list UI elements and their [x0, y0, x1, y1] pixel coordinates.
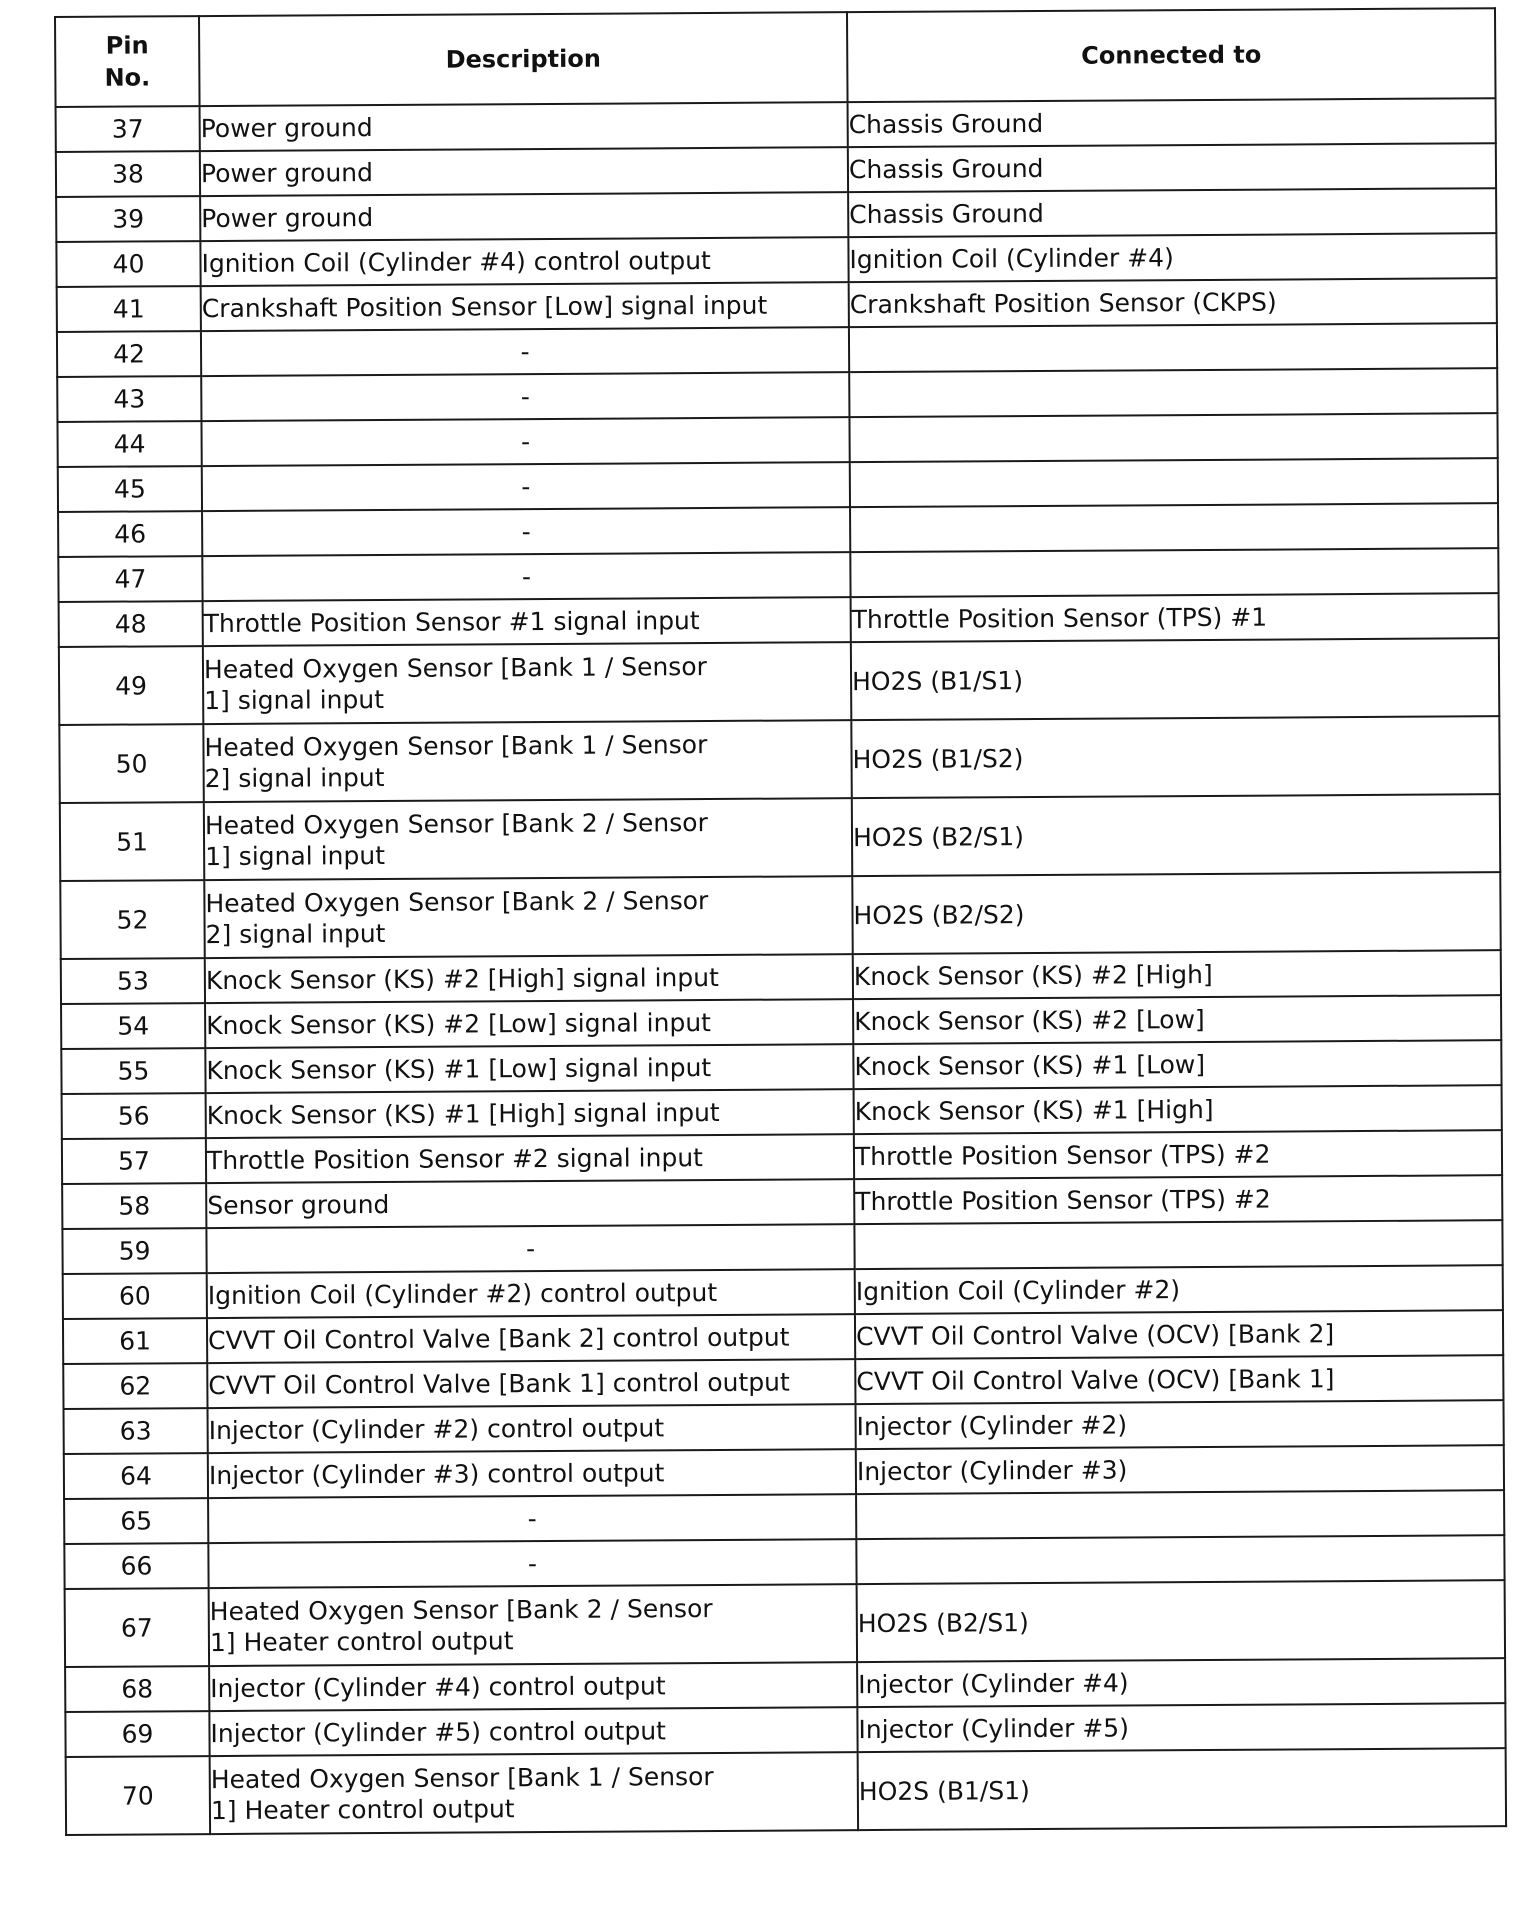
connected-to-cell: [849, 413, 1497, 462]
connected-to-cell: Knock Sensor (KS) #2 [Low]: [853, 995, 1501, 1044]
connected-to-cell: Throttle Position Sensor (TPS) #2: [854, 1130, 1502, 1179]
connected-to-cell: Knock Sensor (KS) #1 [High]: [854, 1085, 1502, 1134]
description-cell: Knock Sensor (KS) #2 [High] signal input: [205, 954, 853, 1003]
connected-to-cell: [850, 458, 1498, 507]
description-cell: -: [201, 417, 849, 466]
description-cell: [203, 720, 851, 802]
connected-to-cell: Throttle Position Sensor (TPS) #2: [854, 1175, 1502, 1224]
pin-number-cell: 68: [65, 1666, 209, 1712]
pin-number-cell: 44: [57, 421, 201, 467]
connected-to-cell: Injector (Cylinder #5): [857, 1703, 1505, 1752]
pin-number-cell: 45: [58, 466, 202, 512]
connected-to-cell: HO2S (B2/S1): [857, 1580, 1505, 1662]
description-cell: -: [201, 372, 849, 421]
pin-number-cell: 57: [62, 1138, 206, 1184]
description-cell: Power ground: [200, 192, 848, 241]
connected-to-cell: Injector (Cylinder #2): [855, 1400, 1503, 1449]
connected-to-header: Connected to: [847, 8, 1496, 102]
connected-to-cell: [850, 548, 1498, 597]
pin-number-cell: 67: [65, 1588, 209, 1667]
description-cell: Ignition Coil (Cylinder #4) control output: [200, 237, 848, 286]
description-cell: Injector (Cylinder #5) control output: [209, 1707, 857, 1756]
description-header: Description: [199, 12, 848, 106]
description-cell: [209, 1584, 857, 1666]
description-text: Heated Oxygen Sensor [Bank 1 / Sensor 1] Heater control output: [210, 1762, 714, 1826]
pin-number-cell: 65: [64, 1498, 208, 1544]
connected-to-cell: Chassis Ground: [848, 143, 1496, 192]
table-row: [59, 716, 1499, 803]
pin-number-cell: 38: [56, 151, 200, 197]
description-cell: Injector (Cylinder #3) control output: [208, 1449, 856, 1498]
pin-number-cell: 50: [59, 724, 203, 803]
connected-to-cell: Chassis Ground: [848, 188, 1496, 237]
pin-number-cell: 56: [62, 1093, 206, 1139]
pin-no-header: [55, 16, 200, 107]
description-cell: -: [202, 552, 850, 601]
connected-to-cell: Knock Sensor (KS) #1 [Low]: [853, 1040, 1501, 1089]
pin-number-cell: 49: [59, 646, 203, 725]
description-cell: -: [202, 507, 850, 556]
connected-to-cell: Throttle Position Sensor (TPS) #1: [851, 593, 1499, 642]
pin-number-cell: 61: [63, 1318, 207, 1364]
connected-to-cell: Ignition Coil (Cylinder #4): [848, 233, 1496, 282]
table-row: [65, 1580, 1505, 1667]
description-cell: Power ground: [200, 102, 848, 151]
description-cell: Crankshaft Position Sensor [Low] signal input: [201, 282, 849, 331]
description-cell: [204, 798, 852, 880]
table-row: [59, 638, 1499, 725]
connected-to-cell: CVVT Oil Control Valve (OCV) [Bank 1]: [855, 1355, 1503, 1404]
description-cell: CVVT Oil Control Valve [Bank 1] control output: [207, 1359, 855, 1408]
description-cell: Power ground: [200, 147, 848, 196]
pin-number-cell: 39: [56, 196, 200, 242]
pin-number-cell: 47: [58, 556, 202, 602]
pin-number-cell: 64: [64, 1453, 208, 1499]
connected-to-cell: Ignition Coil (Cylinder #2): [855, 1265, 1503, 1314]
pin-number-cell: 37: [56, 106, 200, 152]
pin-number-cell: 54: [61, 1003, 205, 1049]
description-cell: Knock Sensor (KS) #1 [Low] signal input: [205, 1044, 853, 1093]
description-cell: -: [208, 1494, 856, 1543]
pin-number-cell: 66: [64, 1543, 208, 1589]
pin-number-cell: 46: [58, 511, 202, 557]
connected-to-cell: [854, 1220, 1502, 1269]
description-text: Heated Oxygen Sensor [Bank 2 / Sensor 1] Heater control output: [209, 1594, 713, 1658]
description-cell: -: [201, 327, 849, 376]
description-text: Heated Oxygen Sensor [Bank 1 / Sensor 1] signal input: [203, 652, 707, 716]
connected-to-cell: HO2S (B1/S1): [858, 1748, 1506, 1830]
description-text: Heated Oxygen Sensor [Bank 1 / Sensor 2] signal input: [204, 730, 708, 794]
pin-number-cell: 69: [65, 1711, 209, 1757]
table-row: [66, 1748, 1506, 1835]
pin-number-cell: 53: [61, 958, 205, 1004]
connected-to-cell: [849, 368, 1497, 417]
connected-to-cell: HO2S (B2/S1): [852, 794, 1500, 876]
table-row: [60, 872, 1500, 959]
pin-number-cell: 48: [59, 601, 203, 647]
connected-to-cell: HO2S (B1/S2): [851, 716, 1499, 798]
pin-header-line2: No.: [104, 63, 151, 92]
pin-number-cell: 55: [61, 1048, 205, 1094]
pin-number-cell: 70: [66, 1756, 210, 1835]
description-cell: Knock Sensor (KS) #2 [Low] signal input: [205, 999, 853, 1048]
description-cell: CVVT Oil Control Valve [Bank 2] control output: [207, 1314, 855, 1363]
pin-number-cell: 58: [62, 1183, 206, 1229]
connected-to-cell: HO2S (B1/S1): [851, 638, 1499, 720]
connected-to-cell: Knock Sensor (KS) #2 [High]: [853, 950, 1501, 999]
connected-to-cell: CVVT Oil Control Valve (OCV) [Bank 2]: [855, 1310, 1503, 1359]
description-cell: Throttle Position Sensor #1 signal input: [203, 597, 851, 646]
connected-to-cell: [856, 1535, 1504, 1584]
pin-header-line1: Pin: [105, 31, 149, 60]
description-cell: Knock Sensor (KS) #1 [High] signal input: [206, 1089, 854, 1138]
connected-to-cell: [849, 323, 1497, 372]
pin-number-cell: 59: [62, 1228, 206, 1274]
header-row: [55, 8, 1496, 107]
pin-number-cell: 42: [57, 331, 201, 377]
connected-to-cell: Injector (Cylinder #3): [856, 1445, 1504, 1494]
connected-to-cell: Chassis Ground: [848, 98, 1496, 147]
document-sheet: [54, 7, 1505, 1836]
pin-number-cell: 43: [57, 376, 201, 422]
description-cell: Injector (Cylinder #4) control output: [209, 1662, 857, 1711]
connected-to-cell: [856, 1490, 1504, 1539]
pin-number-cell: 40: [56, 241, 200, 287]
connected-to-cell: Injector (Cylinder #4): [857, 1658, 1505, 1707]
pin-table: [54, 7, 1507, 1836]
pin-number-cell: 62: [63, 1363, 207, 1409]
description-cell: [210, 1752, 858, 1834]
table-row: [60, 794, 1500, 881]
pin-number-cell: 41: [57, 286, 201, 332]
description-text: Heated Oxygen Sensor [Bank 2 / Sensor 1] signal input: [204, 808, 708, 872]
connected-to-cell: [850, 503, 1498, 552]
description-cell: [204, 876, 852, 958]
description-cell: [203, 642, 851, 724]
pin-number-cell: 60: [63, 1273, 207, 1319]
pin-number-cell: 63: [64, 1408, 208, 1454]
connected-to-cell: Crankshaft Position Sensor (CKPS): [849, 278, 1497, 327]
pin-number-cell: 52: [60, 880, 204, 959]
description-cell: -: [206, 1224, 854, 1273]
description-cell: Injector (Cylinder #2) control output: [208, 1404, 856, 1453]
connected-to-cell: HO2S (B2/S2): [852, 872, 1500, 954]
description-text: Heated Oxygen Sensor [Bank 2 / Sensor 2] signal input: [205, 886, 709, 950]
description-cell: -: [202, 462, 850, 511]
description-cell: Throttle Position Sensor #2 signal input: [206, 1134, 854, 1183]
pin-number-cell: 51: [60, 802, 204, 881]
description-cell: -: [208, 1539, 856, 1588]
description-cell: Sensor ground: [206, 1179, 854, 1228]
description-cell: Ignition Coil (Cylinder #2) control output: [207, 1269, 855, 1318]
